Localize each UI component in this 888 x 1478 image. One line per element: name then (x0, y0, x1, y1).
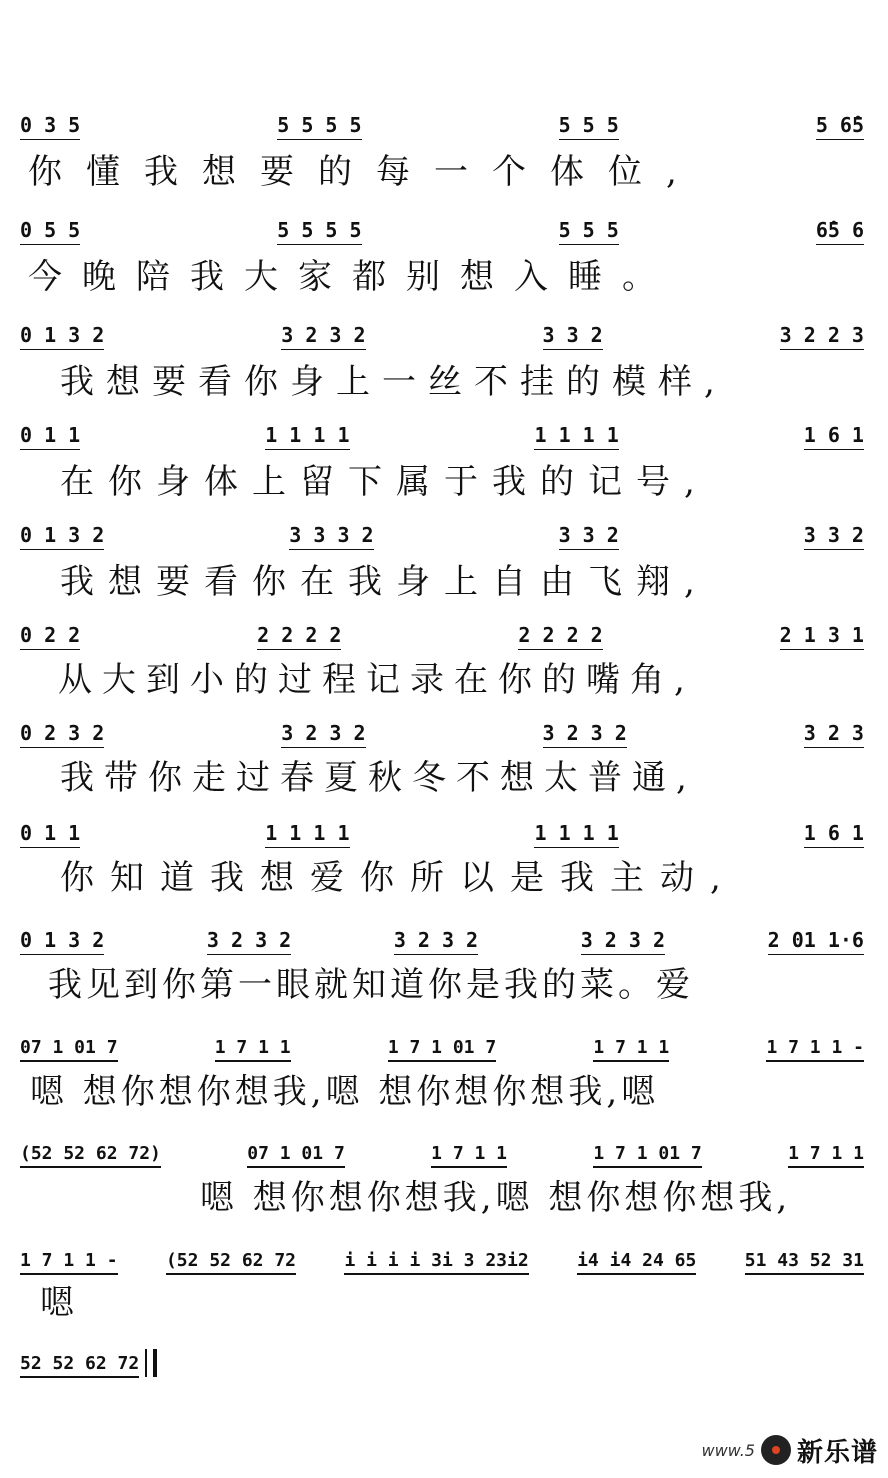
notation-row (20, 215, 864, 245)
measure: 3 2 3 2 (281, 323, 366, 347)
measure: 5 5 5 (558, 113, 619, 137)
lyrics-row: 在你身体上留下属于我的记号, (60, 462, 709, 502)
measure: 3 2 3 2 (206, 928, 292, 952)
notation-row (20, 1245, 864, 1275)
record-disc-icon (761, 1435, 791, 1465)
measure: i4 i4 24 65 (577, 1249, 697, 1271)
measure: 1 1 1 1 (265, 423, 350, 447)
measure: 51 43 52 31 (744, 1249, 864, 1271)
measure: 1 7 1 01 7 (593, 1142, 702, 1164)
measure: 1 6 1 (803, 821, 864, 845)
measure: 0 3 5 (20, 113, 81, 137)
notation-row (20, 1138, 864, 1168)
measure: 1 6 1 (803, 423, 864, 447)
measure: 6̂5 6 (815, 218, 864, 242)
notation-row (20, 320, 864, 350)
measure: 07 1 01 7 (20, 1036, 118, 1058)
measure: 0 5 5 (20, 218, 81, 242)
measure: 3 2 3 2 (580, 928, 666, 952)
lyrics-row: 我见到你第一眼就知道你是我的菜。爱 (48, 965, 694, 1005)
watermark-url: www.5 (701, 1440, 755, 1460)
watermark-brand: 新乐谱 (796, 1437, 878, 1468)
notation-row (20, 818, 864, 848)
measure: 1 7 1 1 - (766, 1036, 864, 1058)
measure: 1 1 1 1 (534, 423, 619, 447)
measure: 0 1 3 2 (20, 523, 105, 547)
lyrics-row: 今晚陪我大家都别想入睡。 (28, 257, 676, 297)
measure: 1 7 1 1 (214, 1036, 291, 1058)
measure: 1 1 1 1 (265, 821, 350, 845)
measure: i i i i 3i 3 23i2 (344, 1249, 529, 1271)
measure: 2 01 1·6 (767, 928, 864, 952)
measure: 1 7 1 1 (593, 1036, 670, 1058)
measure: (52 52 62 72) (20, 1142, 161, 1164)
measure: 3 2 3 2 (542, 721, 627, 745)
measure: 1 7 1 1 (431, 1142, 508, 1164)
measure: 2 1 3 1 (779, 623, 864, 647)
measure: 3 3 3 2 (289, 523, 374, 547)
notation-row (20, 420, 864, 450)
measure: 1 1 1 1 (534, 821, 619, 845)
measure: 0 2 2 (20, 623, 81, 647)
measure: 5 5 5 5 (277, 113, 362, 137)
lyrics-row: 你懂我想要的每一个体位, (28, 152, 701, 192)
notation-row (20, 925, 864, 955)
measure: 07 1 01 7 (247, 1142, 345, 1164)
measure: 0 1 3 2 (20, 323, 105, 347)
notation-row (20, 620, 864, 650)
measure: 5 6̂5 (815, 113, 864, 137)
measure: 3 3 2 (803, 523, 864, 547)
measure: 5 5 5 (558, 218, 619, 242)
lyrics-row: 我想要看你在我身上自由飞翔, (60, 562, 709, 602)
lyrics-row: 嗯 想你想你想我,嗯 想你想你想我,嗯 (30, 1072, 660, 1112)
measure: 1 7 1 01 7 (387, 1036, 497, 1058)
notation-row (20, 520, 864, 550)
measure: (52 52 62 72 (165, 1249, 297, 1271)
measure: 3 2 2 3 (779, 323, 864, 347)
measure: 0 1 1 (20, 423, 81, 447)
lyrics-row: 嗯 (40, 1283, 78, 1323)
measure: 0 1 3 2 (20, 928, 105, 952)
measure: 1 7 1 1 - (20, 1249, 118, 1271)
measure: 0 1 1 (20, 821, 81, 845)
measure: 3 3 2 (558, 523, 619, 547)
notation-row (20, 1348, 157, 1378)
lyrics-row: 你知道我想爱你所以是我主动, (60, 858, 737, 898)
notation-row (20, 718, 864, 748)
final-barline (145, 1349, 157, 1377)
notation-row (20, 110, 864, 140)
measure: 5 5 5 5 (277, 218, 362, 242)
measure: 0 2 3 2 (20, 721, 105, 745)
measure: 3 2 3 2 (281, 721, 366, 745)
measure: 2 2 2 2 (518, 623, 603, 647)
measure: 2 2 2 2 (257, 623, 342, 647)
measure: 1 7 1 1 (788, 1142, 864, 1164)
measure: 3 3 2 (542, 323, 603, 347)
measure: 52 52 62 72 (20, 1352, 140, 1374)
measure: 3 2 3 (803, 721, 864, 745)
lyrics-row: 我想要看你身上一丝不挂的模样, (60, 362, 727, 402)
notation-row (20, 1032, 864, 1062)
lyrics-row: 从大到小的过程记录在你的嘴角, (58, 660, 695, 700)
lyrics-row: 嗯 想你想你想我,嗯 想你想你想我, (200, 1178, 792, 1218)
lyrics-row: 我带你走过春夏秋冬不想太普通, (60, 758, 697, 798)
measure: 3 2 3 2 (393, 928, 479, 952)
watermark (701, 1430, 878, 1470)
